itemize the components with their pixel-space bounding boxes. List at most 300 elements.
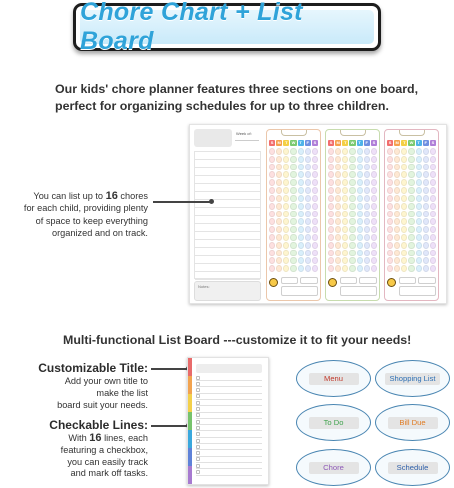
check-cell — [401, 218, 407, 225]
check-cell — [328, 195, 334, 202]
check-cell — [328, 171, 334, 178]
list-checkbox — [196, 439, 200, 443]
check-cell — [276, 156, 282, 163]
check-cell — [283, 187, 289, 194]
check-cell — [364, 234, 370, 241]
check-cell — [408, 265, 414, 272]
check-cell — [423, 257, 429, 264]
reward-box — [340, 277, 357, 284]
check-cell — [269, 234, 275, 241]
list-checkbox — [196, 376, 200, 380]
title-oval-menu — [296, 360, 371, 397]
chore-note — [6, 190, 148, 239]
check-cell — [312, 187, 318, 194]
check-cell — [430, 211, 436, 218]
check-cell — [328, 211, 334, 218]
check-cell — [276, 218, 282, 225]
check-cell — [276, 203, 282, 210]
check-cell — [290, 156, 296, 163]
check-cell — [394, 179, 400, 186]
check-cell — [328, 156, 334, 163]
check-cell — [394, 203, 400, 210]
check-cell — [290, 203, 296, 210]
title-banner — [73, 0, 381, 55]
day-header-row — [387, 140, 436, 146]
check-cell — [408, 250, 414, 257]
check-cell — [364, 164, 370, 171]
check-cell — [423, 234, 429, 241]
list-line — [196, 418, 262, 419]
check-cell — [328, 218, 334, 225]
feature-lines-heading: Checkable Lines: — [49, 418, 148, 432]
check-cell — [276, 226, 282, 233]
day-header: M — [277, 140, 281, 145]
check-cell — [305, 257, 311, 264]
check-cell — [401, 250, 407, 257]
bee-icon — [387, 278, 396, 287]
bee-icon — [328, 278, 337, 287]
check-cell — [394, 234, 400, 241]
color-stripe — [188, 358, 192, 376]
check-cell — [298, 257, 304, 264]
check-cell — [364, 179, 370, 186]
feature-checkable-lines — [6, 418, 148, 480]
check-cell — [394, 226, 400, 233]
check-cell — [408, 226, 414, 233]
check-cell — [401, 171, 407, 178]
chore-line — [195, 192, 260, 200]
check-cell — [387, 195, 393, 202]
check-cell — [298, 250, 304, 257]
list-line — [196, 393, 262, 394]
check-cell — [423, 156, 429, 163]
check-cell — [408, 179, 414, 186]
feature-title-line-2: make the list — [96, 387, 148, 398]
check-cell — [357, 226, 363, 233]
list-line — [196, 437, 262, 438]
reward-box — [359, 277, 377, 284]
check-cell — [416, 226, 422, 233]
check-cell — [335, 171, 341, 178]
check-cell — [349, 156, 355, 163]
check-cell — [283, 203, 289, 210]
list-checkbox — [196, 413, 200, 417]
check-cell — [283, 226, 289, 233]
check-cell — [305, 148, 311, 155]
check-cell — [298, 164, 304, 171]
check-cell — [269, 203, 275, 210]
check-cell — [269, 265, 275, 272]
check-cell — [335, 179, 341, 186]
check-cell — [364, 218, 370, 225]
check-cell — [364, 195, 370, 202]
chore-note-post: chores — [117, 191, 148, 201]
check-cell — [298, 265, 304, 272]
check-cell — [394, 148, 400, 155]
check-cell — [328, 164, 334, 171]
chore-line — [195, 168, 260, 176]
check-cell — [423, 218, 429, 225]
day-header: F — [365, 140, 368, 145]
check-cell — [342, 171, 348, 178]
check-cell — [283, 156, 289, 163]
check-cell — [416, 250, 422, 257]
check-cell — [357, 171, 363, 178]
check-cell — [371, 242, 377, 249]
check-cell — [283, 148, 289, 155]
check-cell — [328, 187, 334, 194]
list-line — [196, 430, 262, 431]
list-checkbox — [196, 432, 200, 436]
day-header: T — [403, 140, 406, 145]
check-cell — [276, 148, 282, 155]
check-cell — [416, 164, 422, 171]
intro-line-2: perfect for organizing schedules for up to three children. — [55, 99, 389, 113]
oval-label-chore: Chore — [309, 462, 359, 474]
feature-lines-number: 16 — [89, 432, 102, 444]
check-cell — [283, 171, 289, 178]
title-oval-to-do — [296, 404, 371, 441]
check-cell — [430, 226, 436, 233]
check-cell — [401, 211, 407, 218]
check-cell — [276, 250, 282, 257]
day-header: S — [329, 140, 333, 145]
check-cell — [342, 187, 348, 194]
check-cell — [394, 250, 400, 257]
check-cell — [335, 218, 341, 225]
check-cell — [394, 156, 400, 163]
check-cell — [394, 171, 400, 178]
check-cell — [371, 203, 377, 210]
check-cell — [423, 179, 429, 186]
check-cell — [416, 234, 422, 241]
check-cell — [387, 250, 393, 257]
check-cell — [401, 148, 407, 155]
color-stripe — [188, 448, 192, 466]
check-cell — [290, 211, 296, 218]
check-cell — [283, 265, 289, 272]
chore-line — [195, 216, 260, 224]
check-cell — [335, 242, 341, 249]
list-line — [196, 462, 262, 463]
check-cell — [394, 218, 400, 225]
check-cell — [371, 265, 377, 272]
check-cell — [312, 265, 318, 272]
check-cell — [305, 265, 311, 272]
check-cell — [430, 164, 436, 171]
list-board — [187, 357, 269, 485]
color-stripe — [188, 376, 192, 394]
check-cell — [349, 250, 355, 257]
day-header: W — [409, 140, 414, 145]
list-checkbox — [196, 464, 200, 468]
check-cell — [387, 187, 393, 194]
check-cell — [408, 156, 414, 163]
check-cell — [276, 234, 282, 241]
check-cell — [416, 242, 422, 249]
list-line — [196, 468, 262, 469]
check-cell — [312, 242, 318, 249]
title-oval-schedule — [375, 449, 450, 486]
check-cell — [357, 179, 363, 186]
check-cell — [342, 218, 348, 225]
oval-label-bill-due: Bill Due — [388, 417, 438, 429]
check-cell — [387, 211, 393, 218]
check-cell — [305, 242, 311, 249]
check-cell — [305, 164, 311, 171]
chore-line — [195, 176, 260, 184]
oval-label-schedule: Schedule — [388, 462, 438, 474]
chore-line — [195, 184, 260, 192]
check-cell — [305, 203, 311, 210]
name-box — [194, 129, 232, 147]
check-cell — [387, 148, 393, 155]
feature-lines-line-3: you can easily track — [67, 456, 148, 467]
check-cell — [283, 250, 289, 257]
check-cell — [423, 195, 429, 202]
check-cell — [387, 179, 393, 186]
check-cell — [298, 218, 304, 225]
check-cell — [408, 218, 414, 225]
check-cell — [276, 179, 282, 186]
check-grid — [269, 148, 318, 272]
title-oval-shopping-list — [375, 360, 450, 397]
check-cell — [342, 265, 348, 272]
check-cell — [423, 211, 429, 218]
check-cell — [401, 156, 407, 163]
check-cell — [401, 187, 407, 194]
check-cell — [342, 234, 348, 241]
chore-line — [195, 264, 260, 272]
chore-note-pre: You can list up to — [33, 191, 106, 201]
color-stripe — [188, 394, 192, 412]
day-header: M — [395, 140, 399, 145]
chore-line — [195, 248, 260, 256]
day-header: T — [344, 140, 347, 145]
list-line — [196, 456, 262, 457]
check-grid — [387, 148, 436, 272]
check-cell — [371, 179, 377, 186]
child-section-3 — [384, 129, 439, 301]
list-line — [196, 443, 262, 444]
check-cell — [357, 242, 363, 249]
chore-lines — [194, 151, 261, 279]
check-cell — [312, 203, 318, 210]
pointer-line-lines — [151, 425, 189, 427]
check-cell — [298, 242, 304, 249]
check-cell — [349, 195, 355, 202]
week-line — [235, 140, 259, 141]
check-cell — [290, 226, 296, 233]
check-cell — [364, 226, 370, 233]
hanging-tab — [399, 129, 425, 136]
check-cell — [371, 148, 377, 155]
check-cell — [269, 242, 275, 249]
check-cell — [364, 203, 370, 210]
check-cell — [290, 171, 296, 178]
check-cell — [305, 250, 311, 257]
week-label: Week of: — [236, 131, 252, 136]
check-cell — [269, 211, 275, 218]
check-cell — [371, 211, 377, 218]
reward-box — [399, 277, 416, 284]
list-checkbox — [196, 420, 200, 424]
check-cell — [335, 226, 341, 233]
check-cell — [430, 257, 436, 264]
check-cell — [269, 195, 275, 202]
check-cell — [394, 265, 400, 272]
check-cell — [328, 257, 334, 264]
day-header: W — [291, 140, 296, 145]
check-cell — [430, 179, 436, 186]
check-cell — [357, 265, 363, 272]
check-cell — [305, 187, 311, 194]
check-cell — [290, 242, 296, 249]
chore-line — [195, 208, 260, 216]
check-cell — [387, 218, 393, 225]
chore-line — [195, 152, 260, 160]
feature-title-line-3: board suit your needs. — [57, 399, 148, 410]
day-header: F — [424, 140, 427, 145]
check-cell — [349, 203, 355, 210]
notes-box — [194, 281, 261, 301]
check-cell — [364, 211, 370, 218]
check-cell — [349, 179, 355, 186]
feature-title-desc — [6, 376, 148, 411]
check-cell — [328, 148, 334, 155]
check-cell — [283, 195, 289, 202]
check-cell — [430, 156, 436, 163]
day-header: S — [270, 140, 274, 145]
check-cell — [401, 203, 407, 210]
list-line — [196, 399, 262, 400]
check-cell — [357, 195, 363, 202]
check-cell — [430, 187, 436, 194]
check-cell — [335, 195, 341, 202]
check-cell — [357, 257, 363, 264]
check-cell — [283, 234, 289, 241]
check-cell — [357, 187, 363, 194]
pointer-dot — [209, 199, 214, 204]
check-cell — [269, 250, 275, 257]
day-header-row — [328, 140, 377, 146]
color-stripe — [188, 466, 192, 484]
check-cell — [357, 156, 363, 163]
check-cell — [423, 171, 429, 178]
check-cell — [387, 203, 393, 210]
list-checkbox — [196, 382, 200, 386]
check-cell — [349, 211, 355, 218]
check-cell — [349, 257, 355, 264]
list-line — [196, 475, 262, 476]
check-cell — [387, 257, 393, 264]
check-cell — [394, 187, 400, 194]
intro-line-1: Our kids' chore planner features three sections on one board, — [55, 82, 419, 96]
reward-box — [418, 277, 436, 284]
list-checkbox — [196, 401, 200, 405]
check-cell — [401, 242, 407, 249]
check-cell — [290, 187, 296, 194]
check-cell — [335, 257, 341, 264]
check-cell — [276, 164, 282, 171]
check-cell — [423, 250, 429, 257]
check-cell — [408, 242, 414, 249]
check-cell — [423, 148, 429, 155]
day-header: T — [285, 140, 288, 145]
child-section-2 — [325, 129, 380, 301]
check-cell — [364, 156, 370, 163]
hanging-tab — [281, 129, 307, 136]
check-cell — [430, 234, 436, 241]
list-line — [196, 424, 262, 425]
check-cell — [305, 195, 311, 202]
check-cell — [269, 148, 275, 155]
check-cell — [371, 156, 377, 163]
check-cell — [342, 156, 348, 163]
day-header: S — [372, 140, 376, 145]
check-cell — [269, 218, 275, 225]
check-cell — [416, 211, 422, 218]
check-cell — [387, 242, 393, 249]
check-cell — [312, 250, 318, 257]
check-cell — [364, 250, 370, 257]
check-cell — [283, 257, 289, 264]
check-cell — [401, 195, 407, 202]
child-footer — [387, 276, 436, 300]
check-cell — [430, 148, 436, 155]
check-cell — [430, 218, 436, 225]
reward-box — [340, 286, 377, 296]
check-cell — [387, 234, 393, 241]
chore-line — [195, 240, 260, 248]
check-cell — [416, 179, 422, 186]
check-cell — [387, 164, 393, 171]
check-cell — [312, 164, 318, 171]
check-cell — [298, 171, 304, 178]
day-header: S — [388, 140, 392, 145]
check-cell — [312, 226, 318, 233]
check-cell — [305, 211, 311, 218]
reward-box — [281, 286, 318, 296]
chore-line — [195, 224, 260, 232]
check-cell — [335, 156, 341, 163]
check-cell — [401, 179, 407, 186]
list-board-heading: Multi-functional List Board ---customize it to fit your needs! — [63, 333, 412, 347]
day-header: W — [350, 140, 355, 145]
check-cell — [305, 179, 311, 186]
child-footer — [328, 276, 377, 300]
check-cell — [276, 242, 282, 249]
check-cell — [371, 226, 377, 233]
feature-lines-pre: With — [68, 433, 90, 443]
check-cell — [342, 250, 348, 257]
check-cell — [401, 265, 407, 272]
chore-note-line-4: organized and on track. — [51, 227, 148, 238]
check-cell — [305, 226, 311, 233]
list-checkbox — [196, 426, 200, 430]
check-cell — [401, 234, 407, 241]
check-cell — [269, 226, 275, 233]
check-cell — [364, 187, 370, 194]
oval-label-menu: Menu — [309, 373, 359, 385]
check-cell — [298, 148, 304, 155]
notes-label: Notes: — [198, 284, 210, 289]
check-cell — [328, 265, 334, 272]
check-cell — [328, 250, 334, 257]
list-line — [196, 449, 262, 450]
check-cell — [276, 187, 282, 194]
check-cell — [401, 257, 407, 264]
